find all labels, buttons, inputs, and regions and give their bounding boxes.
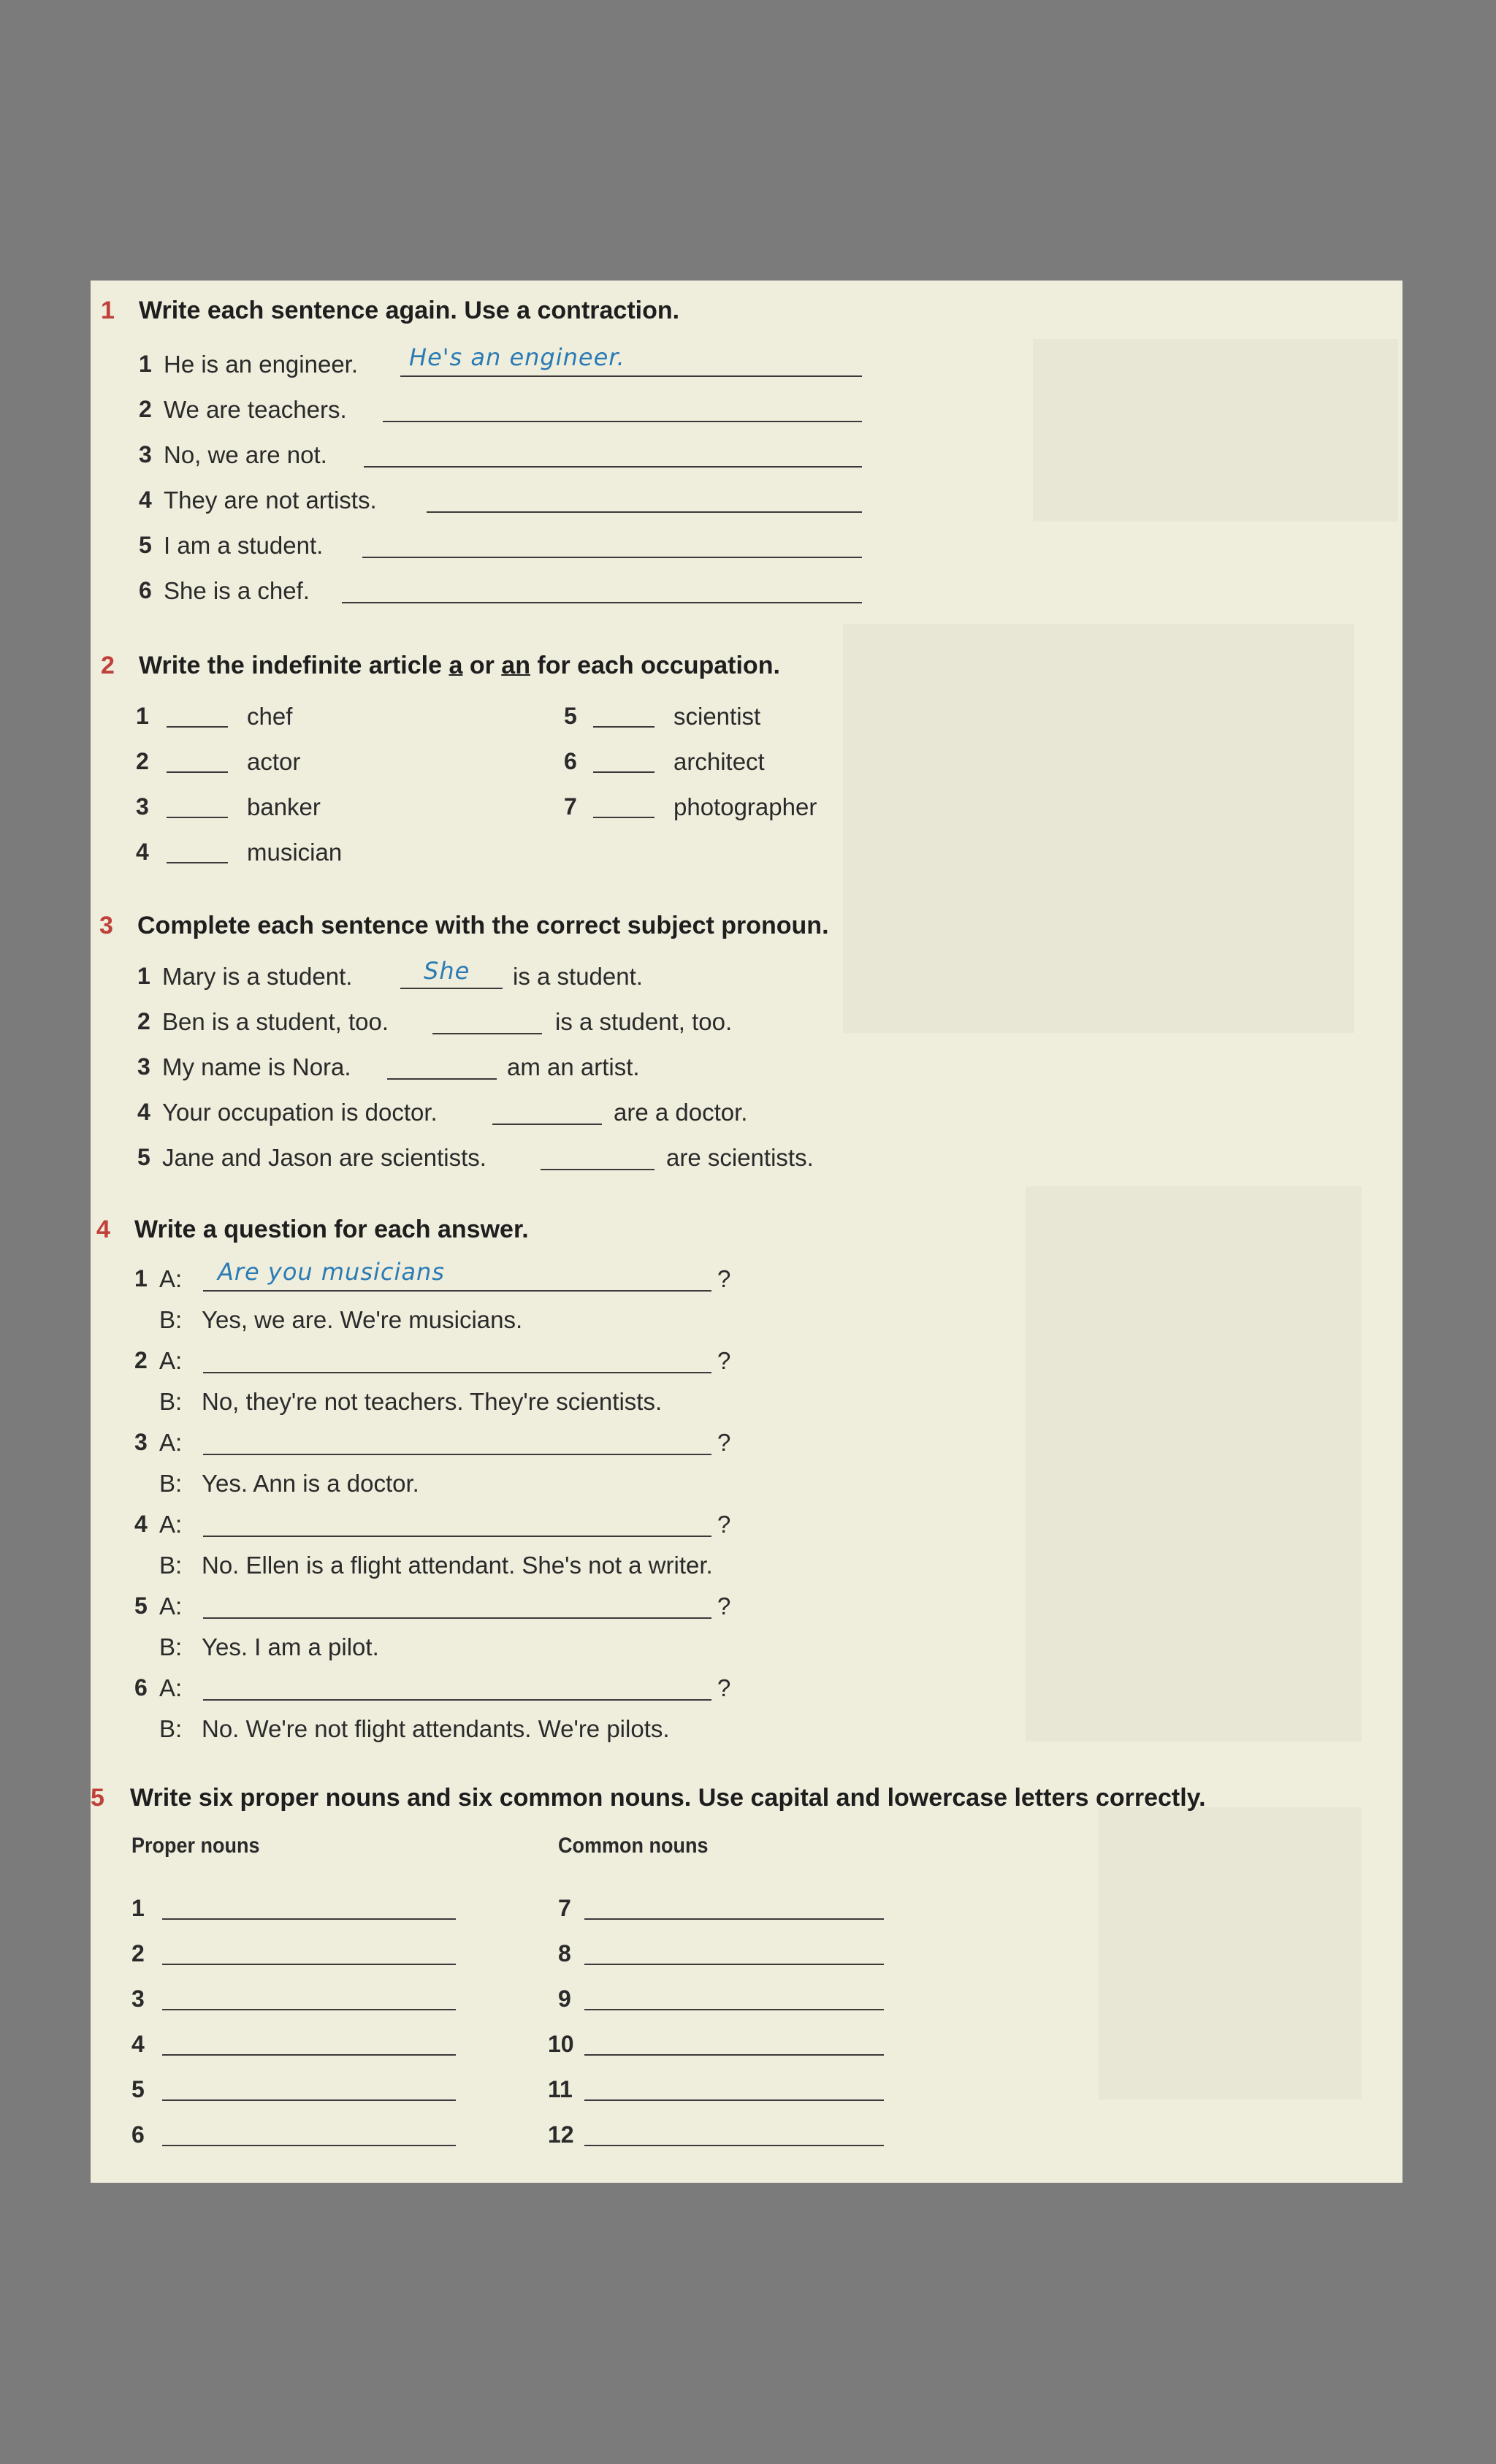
item-number: 2	[131, 1940, 145, 1967]
a-label: A:	[159, 1347, 183, 1374]
section-1-heading: Write each sentence again. Use a contraction.	[139, 297, 680, 324]
common-noun-line[interactable]	[584, 2009, 884, 2010]
sentence-start: Jane and Jason are scientists.	[162, 1144, 486, 1171]
item-number: 2	[134, 1347, 148, 1373]
section-3-number: 3	[99, 912, 113, 939]
background-panel	[1033, 339, 1398, 522]
a-label: A:	[159, 1429, 183, 1456]
b-answer: No. We're not flight attendants. We're pilots.	[202, 1715, 670, 1742]
item-sentence: He is an engineer.	[164, 351, 359, 378]
item-number: 3	[139, 441, 152, 468]
b-label: B:	[159, 1633, 183, 1660]
answer-line[interactable]	[593, 817, 654, 818]
sentence-end: are a doctor.	[614, 1099, 748, 1126]
section-3-heading: Complete each sentence with the correct subject pronoun.	[137, 912, 829, 939]
item-sentence: No, we are not.	[164, 441, 327, 468]
answer-line[interactable]	[167, 817, 228, 818]
b-label: B:	[159, 1470, 183, 1497]
b-label: B:	[159, 1306, 183, 1333]
sentence-start: Ben is a student, too.	[162, 1008, 389, 1035]
section-5-number: 5	[91, 1784, 104, 1812]
answer-line[interactable]	[593, 726, 654, 728]
item-number: 1	[139, 351, 152, 377]
answer-line[interactable]	[492, 1124, 602, 1125]
item-number: 7	[564, 793, 577, 820]
proper-noun-line[interactable]	[162, 1918, 456, 1920]
sentence-end: am an artist.	[507, 1053, 640, 1080]
proper-noun-line[interactable]	[162, 2145, 456, 2146]
item-number: 5	[131, 2076, 145, 2102]
common-noun-line[interactable]	[584, 1964, 884, 1965]
item-number: 4	[136, 839, 149, 865]
answer-line[interactable]	[364, 466, 862, 468]
b-answer: Yes, we are. We're musicians.	[202, 1306, 523, 1333]
section-4-heading: Write a question for each answer.	[134, 1216, 529, 1243]
item-number: 4	[131, 2031, 145, 2057]
question-mark: ?	[717, 1347, 731, 1374]
answer-line[interactable]	[167, 771, 228, 773]
item-number: 10	[548, 2031, 574, 2057]
background-panel	[1026, 1186, 1362, 1742]
proper-noun-line[interactable]	[162, 2009, 456, 2010]
a-label: A:	[159, 1265, 183, 1292]
item-sentence: They are not artists.	[164, 487, 377, 514]
answer-line[interactable]	[427, 511, 862, 513]
item-number: 1	[131, 1895, 145, 1921]
item-number: 3	[134, 1429, 148, 1455]
sentence-start: My name is Nora.	[162, 1053, 351, 1080]
occupation-word: scientist	[673, 703, 761, 730]
sentence-end: is a student, too.	[555, 1008, 733, 1035]
handwritten-answer: She	[424, 957, 470, 985]
item-number: 5	[139, 532, 152, 558]
question-line[interactable]	[203, 1372, 711, 1373]
common-noun-line[interactable]	[584, 2145, 884, 2146]
item-number: 1	[134, 1265, 148, 1292]
item-number: 5	[137, 1144, 150, 1170]
sentence-start: Mary is a student.	[162, 963, 353, 990]
background-panel	[843, 624, 1354, 1033]
common-nouns-header: Common nouns	[558, 1834, 709, 1858]
question-mark: ?	[717, 1511, 731, 1538]
question-mark: ?	[717, 1429, 731, 1456]
item-number: 4	[134, 1511, 148, 1537]
item-number: 7	[558, 1895, 571, 1921]
common-noun-line[interactable]	[584, 1918, 884, 1920]
answer-line[interactable]	[593, 771, 654, 773]
answer-line[interactable]	[400, 375, 862, 377]
question-mark: ?	[717, 1593, 731, 1620]
question-line[interactable]	[203, 1617, 711, 1619]
a-label: A:	[159, 1593, 183, 1620]
b-label: B:	[159, 1552, 183, 1579]
question-line[interactable]	[203, 1699, 711, 1701]
worksheet-page	[91, 281, 1402, 2183]
item-number: 3	[136, 793, 149, 820]
answer-line[interactable]	[167, 862, 228, 863]
answer-line[interactable]	[342, 602, 862, 603]
common-noun-line[interactable]	[584, 2054, 884, 2056]
proper-noun-line[interactable]	[162, 2099, 456, 2101]
sentence-end: are scientists.	[666, 1144, 814, 1171]
item-number: 9	[558, 1986, 571, 2012]
occupation-word: chef	[247, 703, 293, 730]
occupation-word: musician	[247, 839, 343, 866]
item-number: 3	[137, 1053, 150, 1080]
answer-line[interactable]	[400, 988, 503, 989]
question-mark: ?	[717, 1674, 731, 1701]
item-number: 5	[134, 1593, 148, 1619]
item-number: 5	[564, 703, 577, 729]
answer-line[interactable]	[541, 1169, 654, 1170]
item-number: 1	[136, 703, 149, 729]
proper-noun-line[interactable]	[162, 1964, 456, 1965]
common-noun-line[interactable]	[584, 2099, 884, 2101]
answer-line[interactable]	[362, 557, 862, 558]
question-line[interactable]	[203, 1536, 711, 1537]
item-sentence: She is a chef.	[164, 577, 310, 604]
section-2-number: 2	[101, 652, 115, 679]
question-line[interactable]	[203, 1454, 711, 1455]
item-number: 6	[131, 2121, 145, 2148]
item-sentence: I am a student.	[164, 532, 324, 559]
b-answer: Yes. I am a pilot.	[202, 1633, 379, 1660]
item-number: 6	[564, 748, 577, 774]
answer-line[interactable]	[432, 1033, 542, 1034]
item-number: 4	[137, 1099, 150, 1125]
occupation-word: banker	[247, 793, 321, 820]
answer-line[interactable]	[167, 726, 228, 728]
item-number: 6	[134, 1674, 148, 1701]
item-number: 6	[139, 577, 152, 603]
answer-line[interactable]	[383, 421, 862, 422]
occupation-word: photographer	[673, 793, 817, 820]
occupation-word: architect	[673, 748, 765, 775]
item-number: 8	[558, 1940, 571, 1967]
question-mark: ?	[717, 1265, 731, 1292]
a-label: A:	[159, 1511, 183, 1538]
proper-noun-line[interactable]	[162, 2054, 456, 2056]
b-label: B:	[159, 1715, 183, 1742]
b-answer: Yes. Ann is a doctor.	[202, 1470, 419, 1497]
section-4-number: 4	[96, 1216, 110, 1243]
item-number: 2	[136, 748, 149, 774]
handwritten-answer: Are you musicians	[218, 1258, 445, 1286]
a-label: A:	[159, 1674, 183, 1701]
item-number: 1	[137, 963, 150, 989]
item-sentence: We are teachers.	[164, 396, 347, 423]
item-number: 3	[131, 1986, 145, 2012]
sentence-end: is a student.	[513, 963, 643, 990]
section-2-heading: Write the indefinite article a or an for each occupation.	[139, 652, 780, 679]
handwritten-answer: He's an engineer.	[409, 343, 625, 371]
section-1-number: 1	[101, 297, 115, 324]
item-number: 2	[139, 396, 152, 422]
item-number: 11	[548, 2076, 573, 2102]
sentence-start: Your occupation is doctor.	[162, 1099, 438, 1126]
item-number: 12	[548, 2121, 574, 2148]
occupation-word: actor	[247, 748, 301, 775]
proper-nouns-header: Proper nouns	[131, 1834, 260, 1858]
item-number: 2	[137, 1008, 150, 1034]
b-answer: No. Ellen is a flight attendant. She's not a writer.	[202, 1552, 713, 1579]
answer-line[interactable]	[387, 1078, 497, 1080]
b-answer: No, they're not teachers. They're scientists.	[202, 1388, 663, 1415]
question-line[interactable]	[203, 1290, 711, 1292]
section-5-heading: Write six proper nouns and six common nouns. Use capital and lowercase letters correctly.	[130, 1784, 1206, 1812]
item-number: 4	[139, 487, 152, 513]
b-label: B:	[159, 1388, 183, 1415]
background-panel	[1099, 1807, 1362, 2099]
